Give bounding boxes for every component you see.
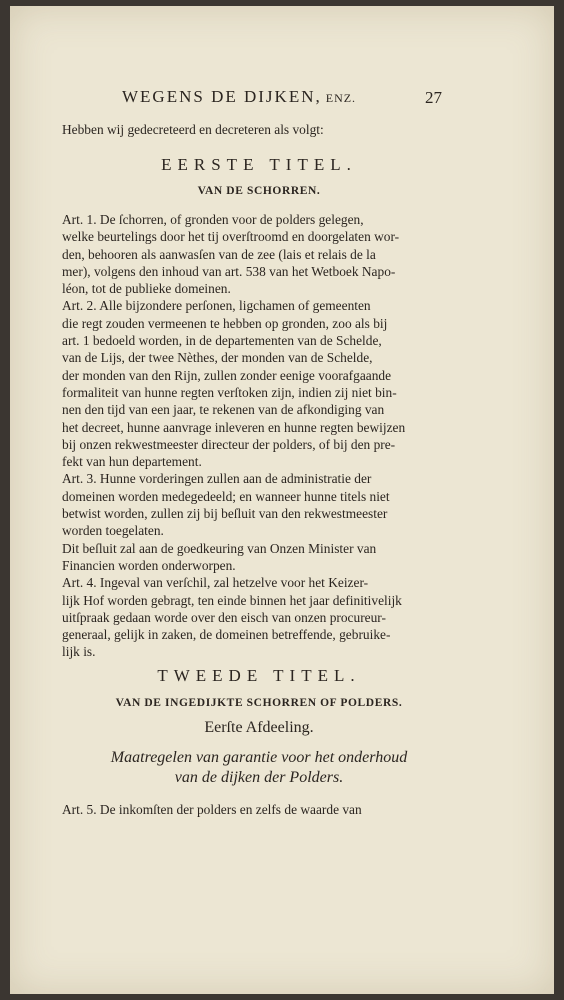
text-line: het decreet, hunne aanvrage inleveren en hunne regten bewijzen [62, 419, 406, 435]
text-line: Dit beſluit zal aan de goedkeuring van Onzen Minister van [62, 540, 377, 556]
text-line: Art. 4. Ingeval van verſchil, zal hetzelve voor het Keizer- [62, 575, 369, 591]
text-line: lijk Hof worden gebragt, ten einde binnen het jaar definitivelijk [62, 592, 402, 608]
text-line: welke beurtelings door het tij overſtroomd en doorgelaten wor- [62, 229, 400, 245]
text-line: die regt zouden vermeenen te hebben op gronden, zoo als bij [62, 315, 388, 331]
text-line: léon, tot de publieke domeinen. [62, 281, 231, 297]
title-1-subtitle: VAN DE SCHORREN. [197, 185, 321, 197]
text-line: van de Lijs, der twee Nèthes, der monden van de Schelde, [62, 350, 373, 366]
text-line: der monden van den Rijn, zullen zonder eenige voorafgaande [62, 367, 392, 383]
articles-block [62, 211, 456, 661]
text-line: betwist worden, zullen zij bij beſluit van den rekwestmeester [62, 506, 388, 522]
text-line: bij onzen rekwestmeester directeur der polders, of bij den pre- [62, 436, 396, 452]
text-line: fekt van hun departement. [62, 454, 202, 470]
running-title-text: WEGENS DE DIJKEN, [122, 87, 322, 106]
text-line: generaal, gelijk in zaken, de domeinen betreffende, gebruike- [62, 627, 391, 643]
text-line: art. 1 bedoeld worden, in de departementen van de Schelde, [62, 333, 382, 349]
text-line: Art. 2. Alle bijzondere perſonen, ligchamen of gemeenten [62, 298, 371, 314]
text-line: nen den tijd van een jaar, te rekenen van de afkondiging van [62, 402, 385, 418]
italic-heading-line-1: Maatregelen van garantie voor het onderhoud [110, 749, 408, 766]
text-line: Financien worden onderworpen. [62, 557, 236, 573]
text-line: Art. 3. Hunne vorderingen zullen aan de administratie der [62, 471, 372, 487]
title-1: EERSTE TITEL. [161, 155, 357, 174]
text-line: mer), volgens den inhoud van art. 538 van het Wetboek Napo- [62, 263, 396, 279]
book-page [10, 6, 554, 994]
text-line: uitſpraak gedaan worde over den eisch van onzen procureur- [62, 609, 386, 625]
running-title-enz: ENZ. [325, 91, 357, 105]
running-title [122, 87, 462, 107]
text-line: Art. 1. De ſchorren, of gronden voor de polders gelegen, [62, 212, 364, 227]
text-line: domeinen worden medegedeeld; en wanneer hunne titels niet [62, 488, 390, 504]
title-2-subtitle: VAN DE INGEDIJKTE SCHORREN OF POLDERS. [115, 697, 403, 709]
intro-line: Hebben wij gedecreteerd en decreteren als volgt: [62, 122, 324, 137]
text-line: den, behooren als aanwasſen van de zee (lais et relais de la [62, 246, 376, 262]
italic-heading [62, 748, 456, 788]
text-line: lijk is. [62, 644, 96, 660]
text-line: worden toegelaten. [62, 523, 164, 539]
title-2: TWEEDE TITEL. [157, 666, 361, 685]
section-heading: Eerſte Afdeeling. [204, 719, 314, 736]
last-line: Art. 5. De inkomſten der polders en zelfs de waarde van [62, 802, 362, 817]
page-number: 27 [425, 88, 442, 107]
italic-heading-line-2: van de dijken der Polders. [174, 769, 344, 786]
text-line: formaliteit van hunne regten verſtoken zijn, indien zij niet bin- [62, 384, 397, 400]
